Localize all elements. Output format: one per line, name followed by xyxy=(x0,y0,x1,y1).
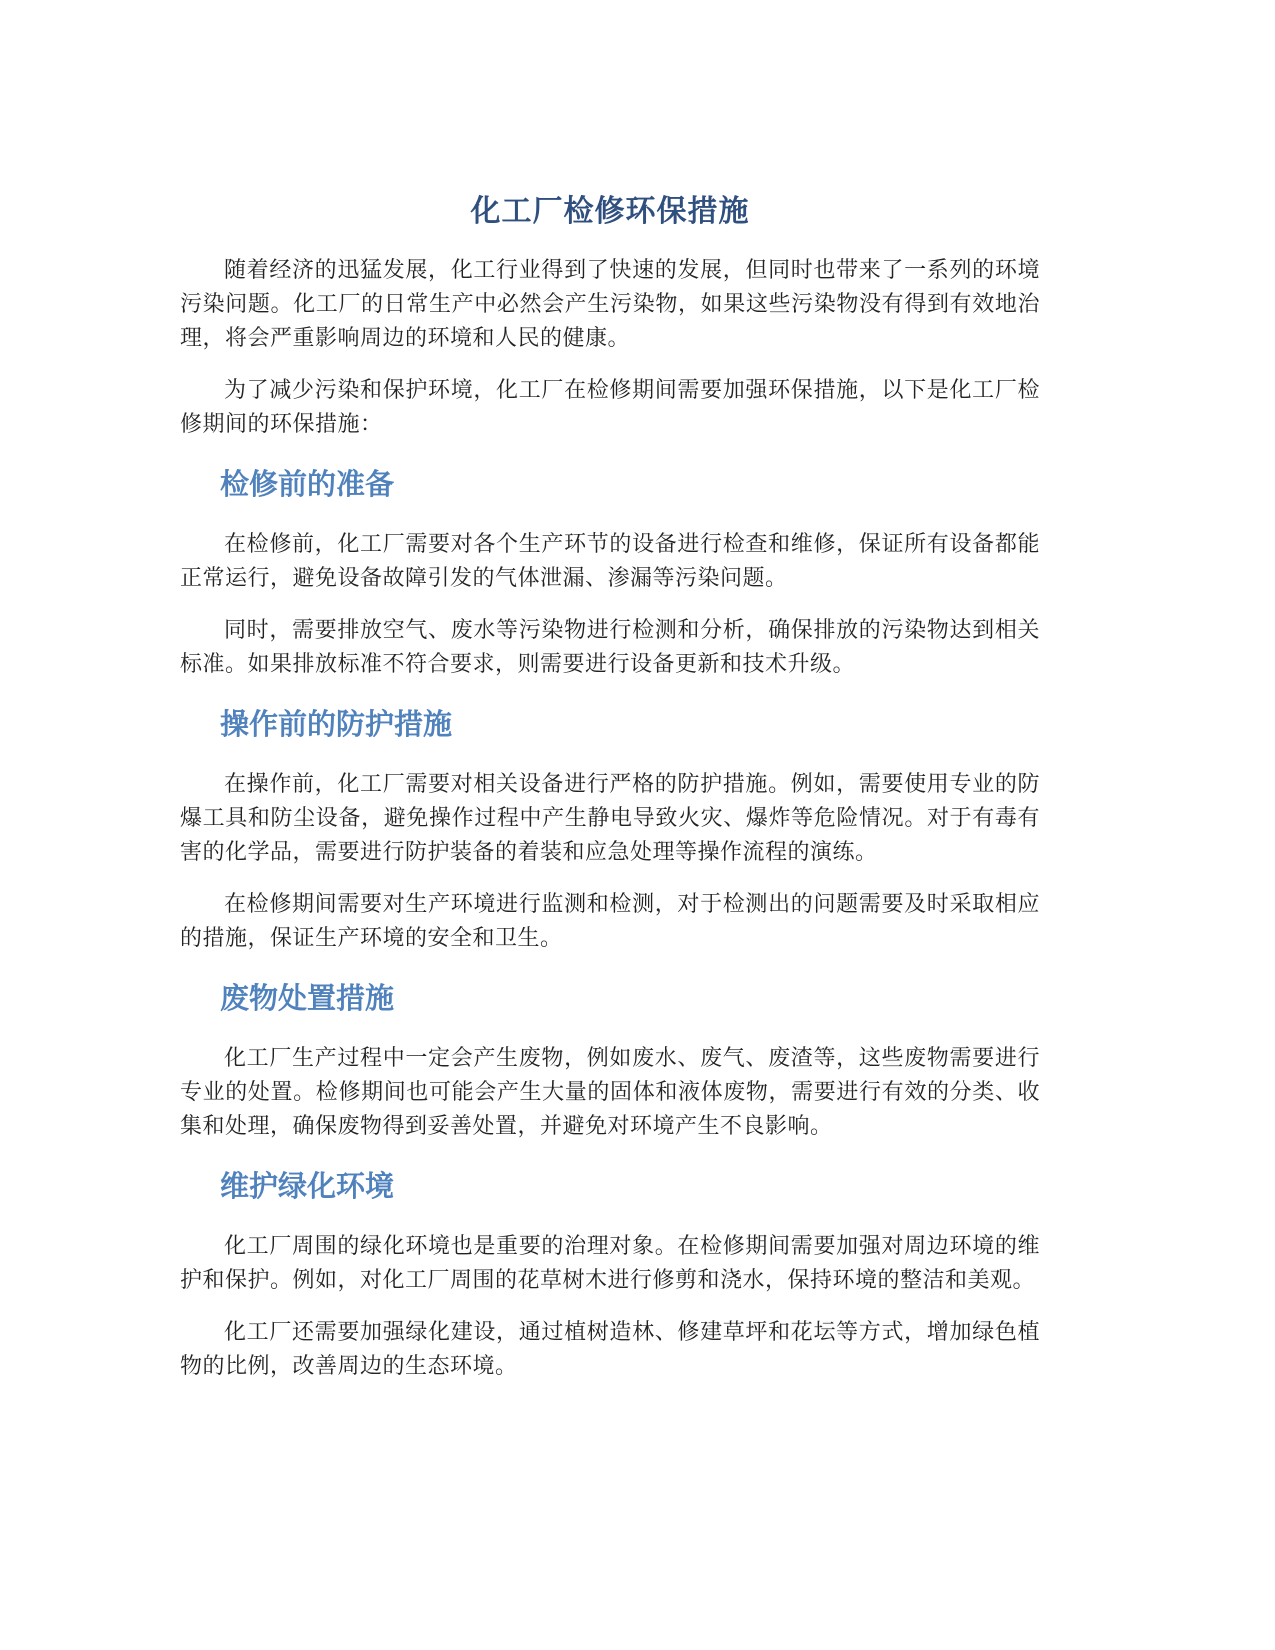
section-heading: 废物处置措施 xyxy=(220,981,395,1015)
document-page xyxy=(180,190,1040,1402)
section-preparation xyxy=(180,464,1040,682)
body-paragraph: 化工厂周围的绿化环境也是重要的治理对象。在检修期间需要加强对周边环境的维护和保护。例如，对化工厂周围的花草树木进行修剪和浇水，保持环境的整洁和美观。 xyxy=(180,1234,1040,1293)
intro-paragraph: 为了减少污染和保护环境，化工厂在检修期间需要加强环保措施，以下是化工厂检修期间的环保措施： xyxy=(180,378,1040,437)
section-greening xyxy=(180,1166,1040,1384)
section-waste-disposal xyxy=(180,978,1040,1144)
intro-paragraph: 随着经济的迅猛发展，化工行业得到了快速的发展，但同时也带来了一系列的环境污染问题。化工厂的日常生产中必然会产生污染物，如果这些污染物没有得到有效地治理，将会严重影响周边的环境和人民的健康。 xyxy=(180,258,1040,351)
page-title: 化工厂检修环保措施 xyxy=(470,194,750,229)
body-paragraph: 同时，需要排放空气、废水等污染物进行检测和分析，确保排放的污染物达到相关标准。如果排放标准不符合要求，则需要进行设备更新和技术升级。 xyxy=(180,618,1040,677)
section-heading: 操作前的防护措施 xyxy=(220,707,453,741)
body-paragraph: 在检修期间需要对生产环境进行监测和检测，对于检测出的问题需要及时采取相应的措施，保证生产环境的安全和卫生。 xyxy=(180,892,1040,951)
body-paragraph: 化工厂还需要加强绿化建设，通过植树造林、修建草坪和花坛等方式，增加绿色植物的比例，改善周边的生态环境。 xyxy=(180,1320,1040,1379)
body-paragraph: 化工厂生产过程中一定会产生废物，例如废水、废气、废渣等，这些废物需要进行专业的处置。检修期间也可能会产生大量的固体和液体废物，需要进行有效的分类、收集和处理，确保废物得到妥善处置，并避免对环境产生不良影响。 xyxy=(180,1046,1040,1139)
section-protection xyxy=(180,704,1040,956)
body-paragraph: 在检修前，化工厂需要对各个生产环节的设备进行检查和维修，保证所有设备都能正常运行，避免设备故障引发的气体泄漏、渗漏等污染问题。 xyxy=(180,532,1040,591)
body-paragraph: 在操作前，化工厂需要对相关设备进行严格的防护措施。例如，需要使用专业的防爆工具和防尘设备，避免操作过程中产生静电导致火灾、爆炸等危险情况。对于有毒有害的化学品，需要进行防护装备的着装和应急处理等操作流程的演练。 xyxy=(180,772,1040,865)
section-heading: 维护绿化环境 xyxy=(220,1169,395,1203)
section-heading: 检修前的准备 xyxy=(220,467,395,501)
